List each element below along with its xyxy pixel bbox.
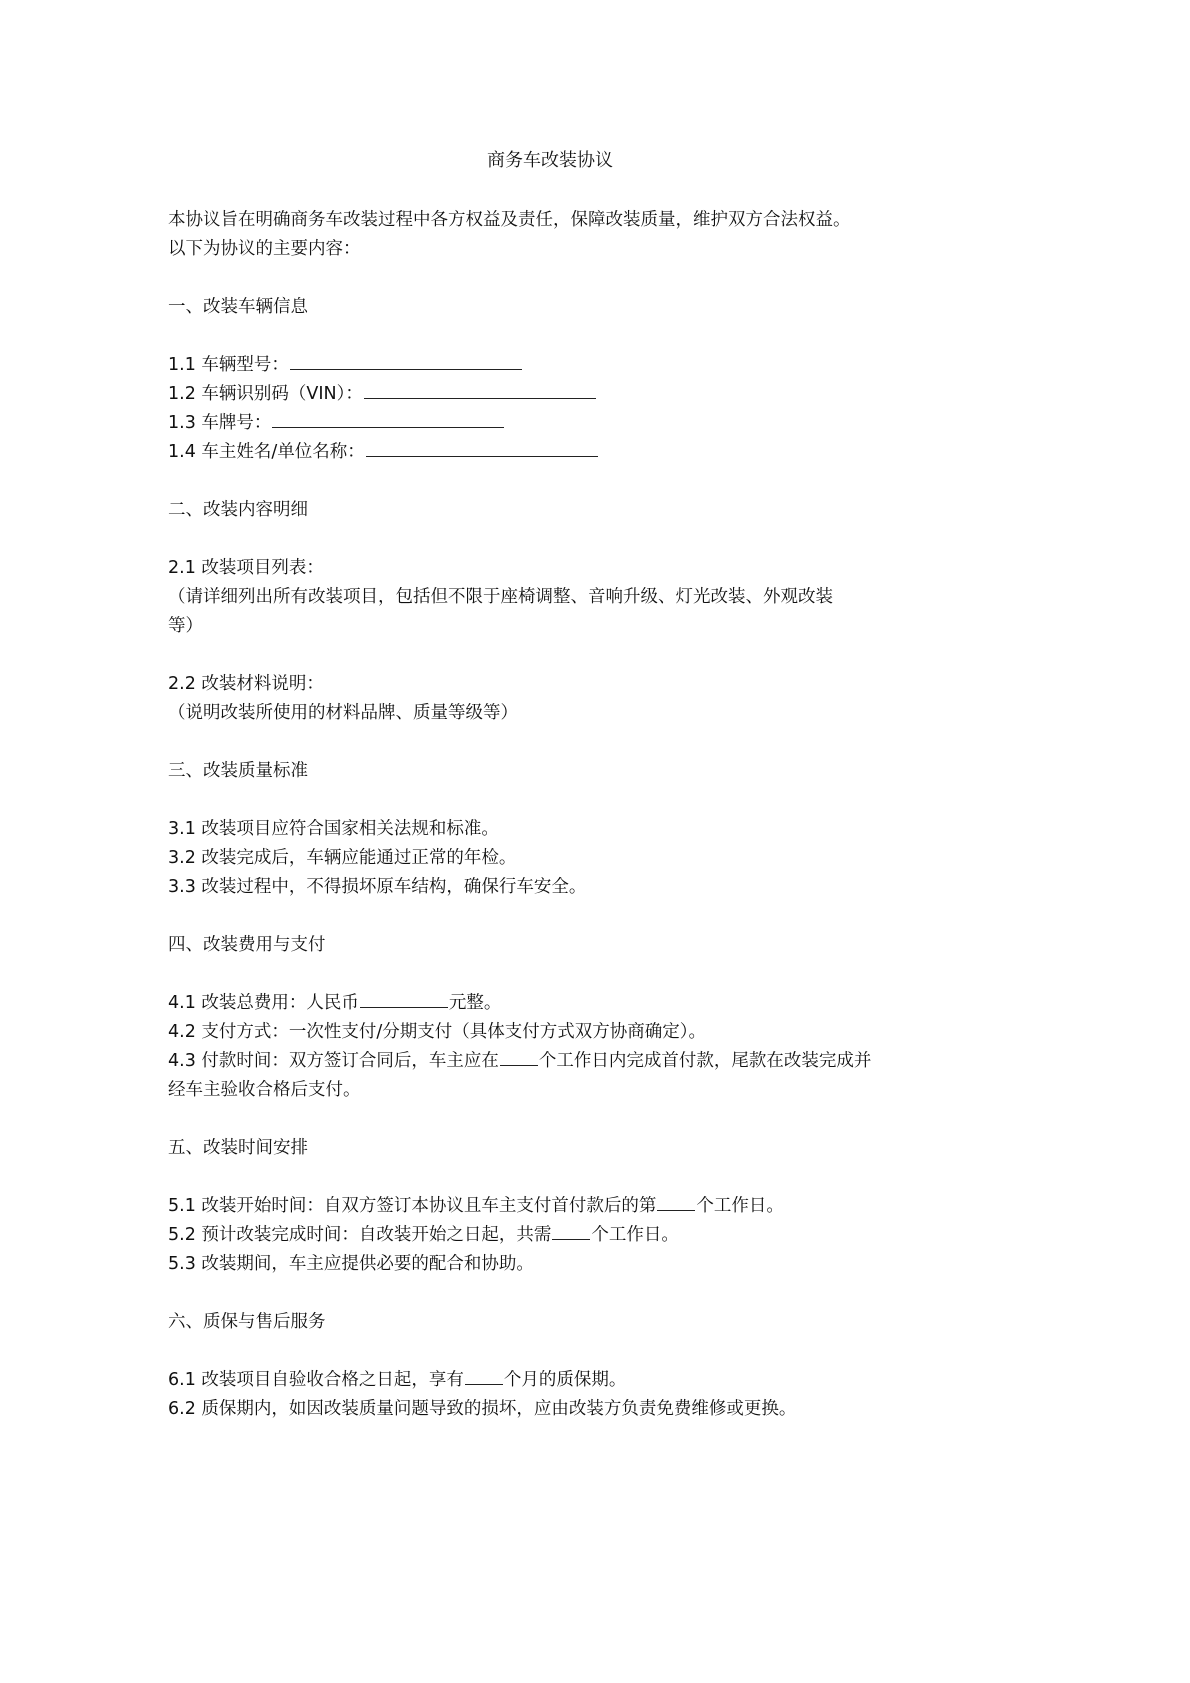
field-vin <box>168 380 597 408</box>
item-6-2: 6.2 质保期内，如因改装质量问题导致的损坏，应由改装方负责免费维修或更换。 <box>168 1399 797 1419</box>
fill-in-blank[interactable] <box>657 1192 695 1211</box>
item-text: 个月的质保期。 <box>503 1370 627 1390</box>
field-label: 1.3 车牌号： <box>168 413 272 433</box>
item-2-2-label: 2.2 改装材料说明： <box>168 674 324 694</box>
item-text: 个工作日。 <box>696 1196 784 1216</box>
section-6-heading: 六、质保与售后服务 <box>168 1312 326 1332</box>
item-2-2-note: （说明改装所使用的材料品牌、质量等级等） <box>168 703 518 723</box>
item-2-1-note-line-1: （请详细列出所有改装项目，包括但不限于座椅调整、音响升级、灯光改装、外观改装 <box>168 587 833 607</box>
fill-in-blank[interactable] <box>364 380 596 399</box>
item-text: 个工作日。 <box>591 1225 679 1245</box>
section-5-heading: 五、改装时间安排 <box>168 1138 308 1158</box>
section-1-heading: 一、改装车辆信息 <box>168 297 308 317</box>
item-3-1: 3.1 改装项目应符合国家相关法规和标准。 <box>168 819 499 839</box>
item-3-3: 3.3 改装过程中，不得损坏原车结构，确保行车安全。 <box>168 877 587 897</box>
section-4-heading: 四、改装费用与支付 <box>168 935 326 955</box>
section-2-heading: 二、改装内容明细 <box>168 500 308 520</box>
fill-in-blank[interactable] <box>465 1366 503 1385</box>
field-plate-number <box>168 409 505 437</box>
fill-in-blank[interactable] <box>366 438 598 457</box>
item-4-3-cont: 经车主验收合格后支付。 <box>168 1080 361 1100</box>
intro-line-1: 本协议旨在明确商务车改装过程中各方权益及责任，保障改装质量，维护双方合法权益。 <box>168 210 851 230</box>
item-4-3 <box>168 1047 871 1075</box>
field-vehicle-model <box>168 351 523 379</box>
field-label: 1.1 车辆型号： <box>168 355 289 375</box>
item-2-1-note-line-2: 等） <box>168 616 203 636</box>
item-5-1 <box>168 1192 784 1220</box>
fill-in-blank[interactable] <box>500 1047 538 1066</box>
fill-in-blank[interactable] <box>552 1221 590 1240</box>
item-text: 5.2 预计改装完成时间：自改装开始之日起，共需 <box>168 1225 552 1245</box>
intro-line-2: 以下为协议的主要内容： <box>168 239 361 259</box>
item-text: 个工作日内完成首付款，尾款在改装完成并 <box>538 1051 872 1071</box>
item-4-2: 4.2 支付方式：一次性支付/分期支付（具体支付方式双方协商确定）。 <box>168 1022 707 1042</box>
item-3-2: 3.2 改装完成后，车辆应能通过正常的年检。 <box>168 848 517 868</box>
item-text: 元整。 <box>448 993 502 1013</box>
item-text: 4.3 付款时间：双方签订合同后，车主应在 <box>168 1051 499 1071</box>
item-5-2 <box>168 1221 679 1249</box>
field-label: 1.2 车辆识别码（VIN）： <box>168 384 363 404</box>
item-text: 6.1 改装项目自验收合格之日起，享有 <box>168 1370 464 1390</box>
fill-in-blank[interactable] <box>290 351 522 370</box>
item-text: 4.1 改装总费用：人民币 <box>168 993 359 1013</box>
item-6-1 <box>168 1366 626 1394</box>
document-title: 商务车改装协议 <box>487 150 613 171</box>
fill-in-blank[interactable] <box>360 989 448 1008</box>
section-3-heading: 三、改装质量标准 <box>168 761 308 781</box>
field-owner-name <box>168 438 599 466</box>
item-2-1-label: 2.1 改装项目列表： <box>168 558 324 578</box>
item-text: 5.1 改装开始时间：自双方签订本协议且车主支付首付款后的第 <box>168 1196 657 1216</box>
fill-in-blank[interactable] <box>272 409 504 428</box>
item-4-1 <box>168 989 501 1017</box>
field-label: 1.4 车主姓名/单位名称： <box>168 442 365 462</box>
item-5-3: 5.3 改装期间，车主应提供必要的配合和协助。 <box>168 1254 534 1274</box>
